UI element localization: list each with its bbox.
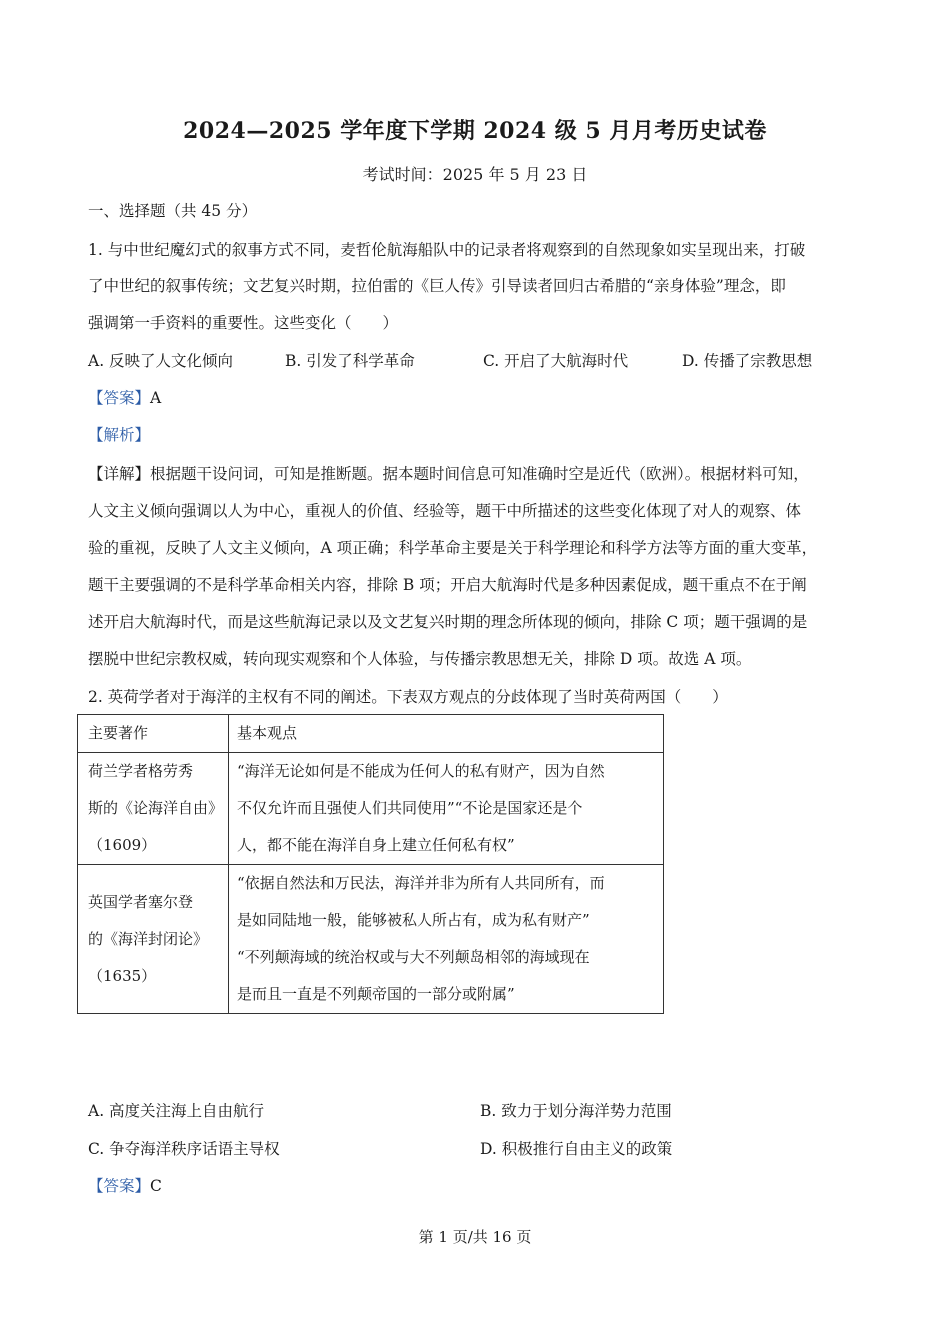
cell-line: 是而且一直是不列颠帝国的一部分或附属” (237, 985, 515, 1003)
q1-detail-line-1 (88, 464, 868, 484)
cell-line: （1609） (88, 836, 157, 854)
table-cell-work (78, 753, 229, 865)
answer-value: A (150, 389, 162, 407)
q2-option-a: A. 高度关注海上自由航行 (88, 1102, 265, 1120)
q1-detail-line-4: 题干主要强调的不是科学革命相关内容，排除 B 项；开启大航海时代是多种因素促成，题干重点不在于阐 (88, 576, 807, 594)
q1-answer (88, 388, 868, 408)
table-header-row (78, 715, 664, 753)
q2-option-d: D. 积极推行自由主义的政策 (480, 1140, 673, 1158)
q1-stem-line-3: 强调第一手资料的重要性。这些变化（ ） (88, 314, 399, 332)
cell-line: （1635） (88, 966, 157, 985)
q1-detail-line-5: 述开启大航海时代，而是这些航海记录以及文艺复兴时期的理念所体现的倾向，排除 C 项；题干强调的是 (88, 613, 808, 631)
detail-text: 根据题干设问词，可知是推断题。据本题时间信息可知准确时空是近代（欧洲）。根据材料可知， (150, 465, 809, 483)
q2-option-c: C. 争夺海洋秩序话语主导权 (88, 1140, 280, 1158)
viewpoint-table (77, 714, 664, 1014)
q1-analysis (88, 425, 868, 445)
table-row (78, 753, 664, 865)
cell-line: 人，都不能在海洋自身上建立任何私有权” (237, 836, 515, 854)
q2-stem: 2. 英荷学者对于海洋的主权有不同的阐述。下表双方观点的分歧体现了当时英荷两国（ ） (88, 688, 728, 706)
detail-tag: 【详解】 (88, 465, 151, 483)
table-header-cell: 基本观点 (229, 715, 664, 753)
q1-option-c: C. 开启了大航海时代 (483, 352, 629, 370)
q1-detail-line-2: 人文主义倾向强调以人为中心，重视人的价值、经验等，题干中所描述的这些变化体现了对人的观察、体 (88, 502, 802, 520)
table-header-cell: 主要著作 (78, 715, 229, 753)
answer-tag: 【答案】 (88, 389, 151, 407)
q1-detail-line-6: 摆脱中世纪宗教权威，转向现实观察和个人体验，与传播宗教思想无关，排除 D 项。故选 A 项。 (88, 650, 752, 668)
answer-value: C (150, 1177, 162, 1195)
exam-title: 2024—2025 学年度下学期 2024 级 5 月月考历史试卷 (183, 118, 767, 144)
cell-line: 英国学者塞尔登 (88, 892, 194, 911)
cell-line: “依据自然法和万民法，海洋并非为所有人共同所有，而 (237, 874, 605, 892)
q1-stem-line-1: 1. 与中世纪魔幻式的叙事方式不同，麦哲伦航海船队中的记录者将观察到的自然现象如实呈现出来，打破 (88, 241, 806, 259)
q1-option-b: B. 引发了科学革命 (285, 352, 415, 370)
cell-line: 是如同陆地一般，能够被私人所占有，成为私有财产” (237, 911, 590, 929)
q2-option-b: B. 致力于划分海洋势力范围 (480, 1102, 672, 1120)
table-cell-view (229, 753, 664, 865)
cell-line: “不列颠海域的统治权或与大不列颠岛相邻的海域现在 (237, 948, 590, 966)
cell-line: 荷兰学者格劳秀 (88, 762, 194, 780)
page-number: 第 1 页/共 16 页 (418, 1228, 532, 1246)
table-cell-view (229, 865, 664, 1014)
cell-line: 不仅允许而且强使人们共同使用”“不论是国家还是个 (237, 799, 583, 817)
table-cell-work (78, 865, 229, 1014)
cell-line: 斯的《论海洋自由》 (88, 799, 224, 817)
table-row (78, 865, 664, 1014)
exam-time: 考试时间：2025 年 5 月 23 日 (362, 165, 588, 184)
cell-line: 的《海洋封闭论》 (88, 929, 209, 948)
q1-option-a: A. 反映了人文化倾向 (88, 352, 234, 370)
analysis-tag: 【解析】 (88, 426, 151, 444)
q1-stem-line-2: 了中世纪的叙事传统；文艺复兴时期，拉伯雷的《巨人传》引导读者回归古希腊的“亲身体验”理念，即 (88, 277, 786, 295)
answer-tag: 【答案】 (88, 1177, 151, 1195)
section-heading: 一、选择题（共 45 分） (88, 202, 258, 220)
q1-option-d: D. 传播了宗教思想 (682, 352, 813, 370)
q2-answer (88, 1176, 868, 1196)
cell-line: “海洋无论如何是不能成为任何人的私有财产，因为自然 (237, 762, 605, 780)
q1-detail-line-3: 验的重视，反映了人文主义倾向，A 项正确；科学革命主要是关于科学理论和科学方法等方面的重大变革， (88, 539, 818, 557)
